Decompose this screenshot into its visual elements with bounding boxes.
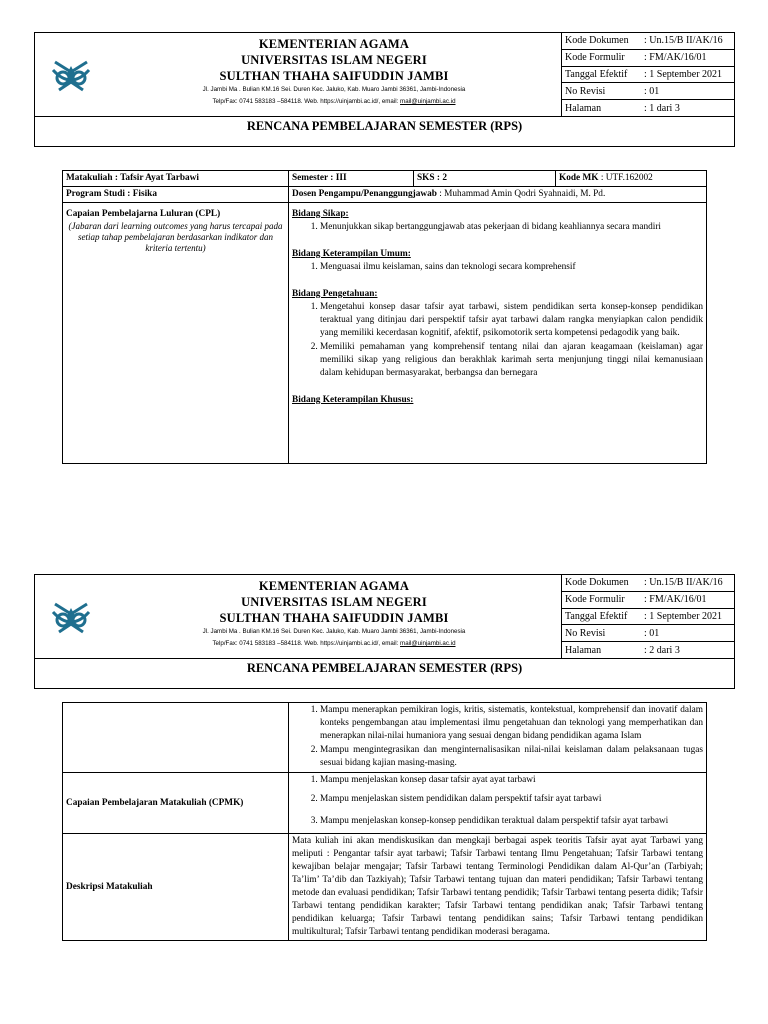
cpmk-label-cell: Capaian Pembelajaran Matakuliah (CPMK) <box>63 773 289 834</box>
address-line: Jl. Jambi Ma . Bulian KM.16 Sei. Duren Kec. Jaluko, Kab. Muaro Jambi 36361, Jambi-Indonesia <box>202 86 466 93</box>
meta-value: : 1 September 2021 <box>644 610 723 622</box>
section-heading: Bidang Pengetahuan: <box>292 289 378 299</box>
list-item: 1. Menguasai ilmu keislaman, sains dan teknologi secara komprehensif <box>320 261 703 274</box>
deskripsi-content-cell: Mata kuliah ini akan mendiskusikan dan mengkaji berbagai aspek teoritis Tafsir ayat ayat Tarbawi yang meliputi : Pengantar tafsir ayat tarbawi; Tafsir Tarbawi tentang Ilmu Pengetahuan; Tafsir Tarbawi tentang kewajiban belajar mengajar; Tafsir Tarbawi tentang Terminologi Pendidikan dalam Al-Qur’an (Tarbiyah; Ta’lim’ Ta’dib dan Tazkiyah); Tafsir Tarbawi tentang tujuan dan materi pendidikan; Tafsir Tarbawi tentang metode dan evaluasi pendidikan; Tafsir Tarbawi tentang pendidik; Tafsir Tarbawi tentang peserta didik; Tafsir Tarbawi tentang pendidikan karakter; Tafsir Tarbawi tentang pendidikan anak; Tafsir Tarbawi tentang pendidikan keluarga; Tafsir Tarbawi tentang pendidikan sains; Tafsir Tarbawi tentang pendidikan multikultural; Tafsir Tarbawi tentang pendidikan moderasi beragama. <box>289 834 707 941</box>
rps-table-page2 <box>62 702 707 941</box>
meta-value: : 01 <box>644 627 660 639</box>
cpmk-content-cell <box>289 773 707 834</box>
cpl-label-cell <box>63 203 289 464</box>
list-item: 2. Mampu menjelaskan sistem pendidikan dalam perspektif tafsir ayat tarbawi <box>320 793 703 806</box>
meta-value: : 2 dari 3 <box>644 644 680 656</box>
meta-value: : 01 <box>644 85 660 97</box>
list-item: 1. Mampu menjelaskan konsep dasar tafsir ayat ayat tarbawi <box>320 774 703 787</box>
cpl-title: Capaian Pembelajarna Luluran (CPL) <box>66 209 221 219</box>
uin-logo-icon <box>35 575 107 658</box>
uin-logo-icon <box>35 33 107 116</box>
umum-list <box>292 261 703 274</box>
contact-line: Telp/Fax: 0741 583183 –584118. Web. https://uinjambi.ac.id/, email: mail@uinjambi.ac.id <box>212 640 456 647</box>
university-name: UNIVERSITAS ISLAM NEGERI <box>241 595 427 609</box>
cpmk-list <box>292 774 703 831</box>
meta-value: : Un.15/B II/AK/16 <box>644 35 723 47</box>
semester-cell: Semester : III <box>289 171 414 187</box>
meta-label: Kode Dokumen <box>565 577 629 589</box>
meta-label: Halaman <box>565 644 602 656</box>
table-row <box>63 834 707 941</box>
khusus-list <box>292 704 703 770</box>
university-name: UNIVERSITAS ISLAM NEGERI <box>241 53 427 67</box>
dosen-cell: Dosen Pengampu/Penanggungjawab : Muhammad Amin Qodri Syahnaidi, M. Pd. <box>289 187 707 203</box>
ministry-name: KEMENTERIAN AGAMA <box>258 37 410 51</box>
meta-label: Tanggal Efektif <box>565 610 628 622</box>
rps-table-page1 <box>62 170 707 464</box>
list-item: 1. Mengetahui konsep dasar tafsir ayat tarbawi, sistem pendidikan serta konsep-konsep pendidikan teraktual yang ditinjau dari perspektif tafsir ayat tarbawi dalam rangka menyiapkan calon pendidik yang memiliki kecerdasan kognitif, afektif, psikomotorik serta kompetensi pedagodik yang baik. <box>320 301 703 340</box>
matakuliah-cell: Matakuliah : Tafsir Ayat Tarbawi <box>63 171 289 187</box>
empty-label-cell <box>63 703 289 773</box>
email-link[interactable]: mail@uinjambi.ac.id <box>400 98 456 105</box>
doc-meta-table <box>561 33 734 116</box>
list-item: 1. Mampu menerapkan pemikiran logis, kritis, sistematis, kontekstual, komprehensif dan inovatif dalam konteks pengembangan atau implementasi ilmu pengetahuan dan teknologi yang memperhatikan dan menerapkan nilai-nilai humaniora yang sesuai dengan bidang pendidikan agama Islam <box>320 704 703 743</box>
meta-label: Kode Formulir <box>565 594 625 606</box>
meta-value: : 1 dari 3 <box>644 102 680 114</box>
institution-block <box>107 33 561 116</box>
university-name-2: SULTHAN THAHA SAIFUDDIN JAMBI <box>219 69 449 83</box>
table-row <box>63 187 707 203</box>
ministry-name: KEMENTERIAN AGAMA <box>258 579 410 593</box>
table-row <box>63 171 707 187</box>
section-heading: Bidang Keterampilan Khusus: <box>292 395 414 405</box>
prodi-cell: Program Studi : Fisika <box>63 187 289 203</box>
doc-header-page2 <box>34 574 735 689</box>
meta-label: No Revisi <box>565 85 606 97</box>
meta-label: Halaman <box>565 102 602 114</box>
document-title: RENCANA PEMBELAJARAN SEMESTER (RPS) <box>246 661 523 675</box>
kode-mk-cell: Kode MK : UTF.162002 <box>556 171 707 187</box>
table-row <box>63 203 707 464</box>
sikap-list <box>292 221 703 234</box>
khusus-content-cell <box>289 703 707 773</box>
cpl-content-cell <box>289 203 707 464</box>
email-link[interactable]: mail@uinjambi.ac.id <box>400 640 456 647</box>
meta-label: No Revisi <box>565 627 606 639</box>
cpl-note: (Jabaran dari learning outcomes yang harus tercapai pada setiap tahap pembelajaran berdasarkan indikator dan kriteria tertentu) <box>68 221 283 253</box>
section-heading: Bidang Keterampilan Umum: <box>292 249 411 259</box>
meta-label: Kode Dokumen <box>565 35 629 47</box>
meta-value: : FM/AK/16/01 <box>644 52 707 64</box>
list-item: 1. Menunjukkan sikap bertanggungjawab atas pekerjaan di bidang keahliannya secara mandiri <box>320 221 703 234</box>
pengetahuan-list <box>292 301 703 380</box>
meta-label: Kode Formulir <box>565 52 625 64</box>
list-item: 3. Mampu menjelaskan konsep-konsep pendidikan teraktual dalam perspektif tafsir ayat tarbawi <box>320 812 703 831</box>
table-row <box>63 703 707 773</box>
meta-value: : FM/AK/16/01 <box>644 594 707 606</box>
table-row <box>63 773 707 834</box>
list-item: 2. Mampu mengintegrasikan dan menginternalisasikan nilai-nilai keislaman dalam pelaksanaan tugas sesuai bidang kajian masing-masing. <box>320 744 703 770</box>
meta-label: Tanggal Efektif <box>565 68 628 80</box>
meta-value: : 1 September 2021 <box>644 68 723 80</box>
document-title: RENCANA PEMBELAJARAN SEMESTER (RPS) <box>246 119 523 133</box>
doc-header-page1 <box>34 32 735 147</box>
institution-block <box>107 575 561 658</box>
address-line: Jl. Jambi Ma . Bulian KM.16 Sei. Duren Kec. Jaluko, Kab. Muaro Jambi 36361, Jambi-Indonesia <box>202 628 466 635</box>
doc-meta-table <box>561 575 734 658</box>
sks-cell: SKS : 2 <box>414 171 556 187</box>
list-item: 2. Memiliki pemahaman yang komprehensif tentang nilai dan ajaran keagamaan (keislaman) agar memiliki sikap yang religious dan berakhlak karimah serta menjunjung tinggi nilai kemanusiaan dalam kehidupan bermasyarakat, berbangsa dan bernegara <box>320 341 703 380</box>
section-heading: Bidang Sikap: <box>292 209 349 219</box>
meta-value: : Un.15/B II/AK/16 <box>644 577 723 589</box>
deskripsi-label-cell: Deskripsi Matakuliah <box>63 834 289 941</box>
contact-line: Telp/Fax: 0741 583183 –584118. Web. https://uinjambi.ac.id/, email: mail@uinjambi.ac.id <box>212 98 456 105</box>
university-name-2: SULTHAN THAHA SAIFUDDIN JAMBI <box>219 611 449 625</box>
